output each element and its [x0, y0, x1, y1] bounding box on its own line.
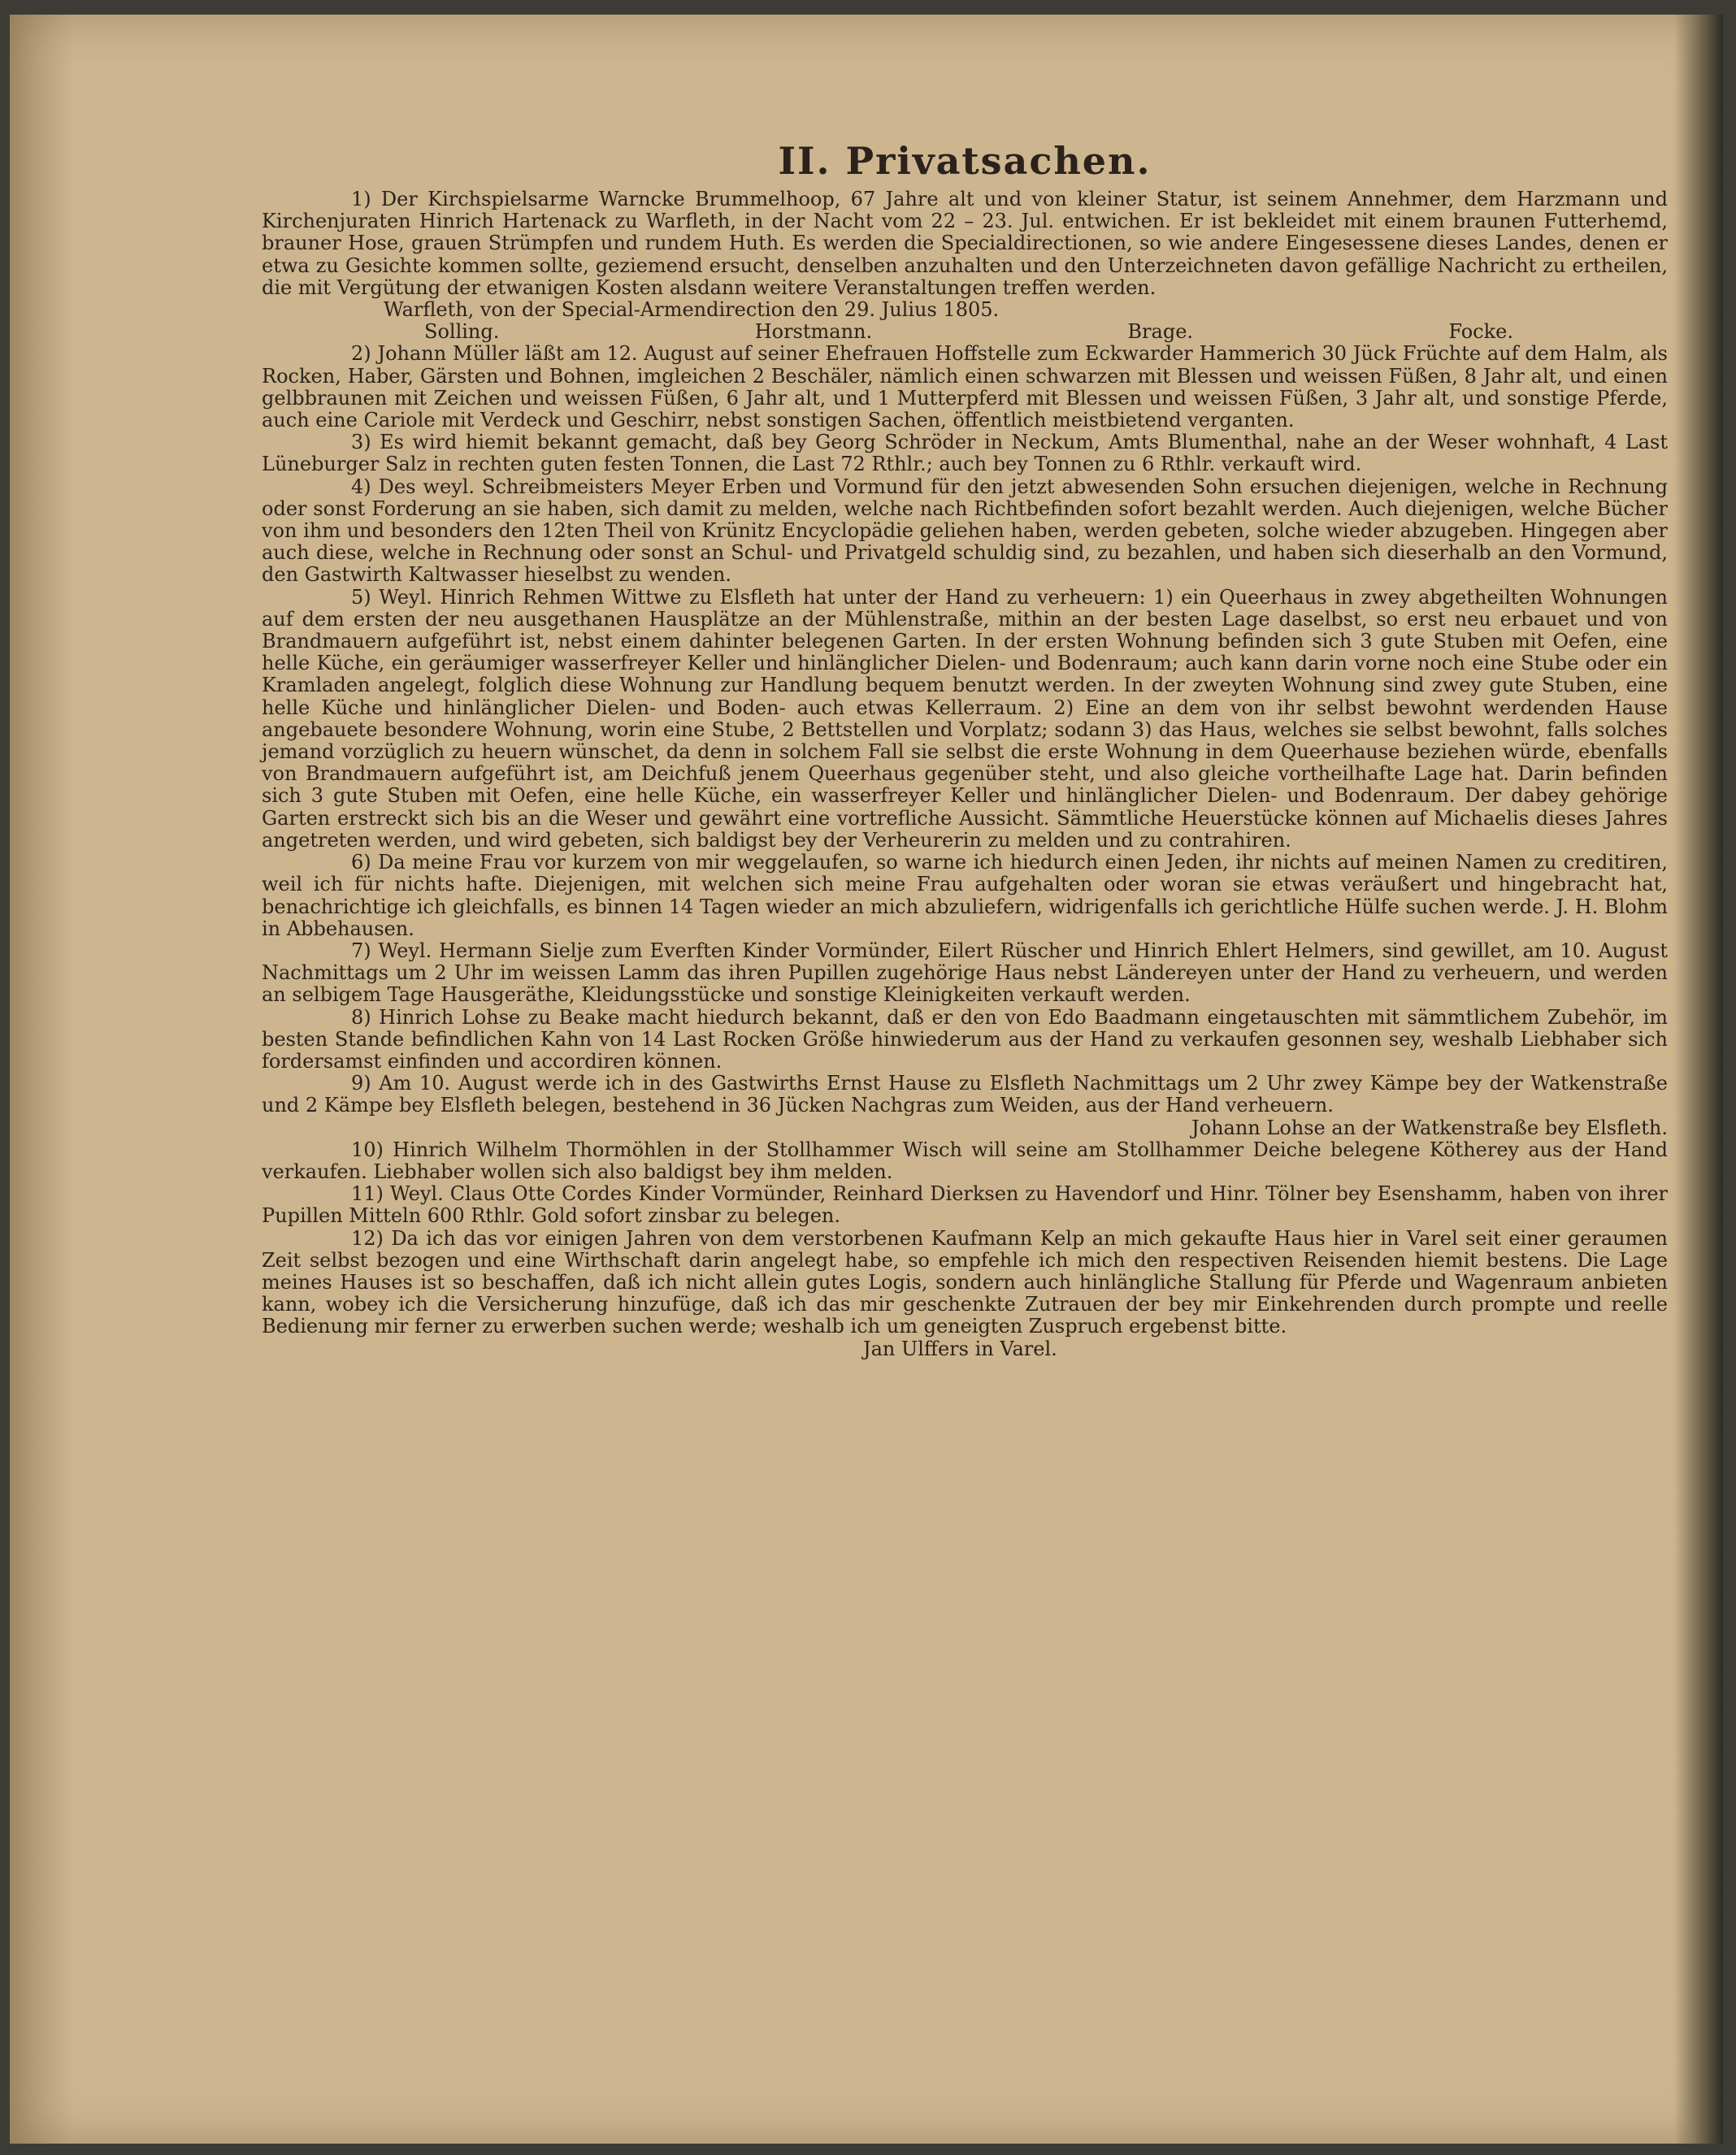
notice-2: 2) Johann Müller läßt am 12. August auf seiner Ehefrauen Hoffstelle zum Eckwarder Hammerich 30 Jück Früchte auf dem Halm, als Rocken, Haber, Gärsten und Bohnen, imgleichen 2 Beschäler, nämlich einen schwarzen mit Blessen und weissen Füßen, 8 Jahr alt, und einen gelbbraunen mit Zeichen und weissen Füßen, 6 Jahr alt, und 1 Mutterpferd mit Blessen und weissen Füßen, 3 Jahr alt, und sonstige Pferde, auch eine Cariole mit Verdeck und Geschirr, nebst sonstigen Sachen, öffentlich meistbietend verganten. [262, 342, 1668, 432]
signer: Horstmann. [754, 320, 873, 344]
signer: Solling. [424, 320, 500, 344]
notice-12-signature: Jan Ulffers in Varel. [863, 1337, 1057, 1360]
signer: Focke. [1448, 320, 1513, 344]
notice-4: 4) Des weyl. Schreibmeisters Meyer Erben und Vormund für den jetzt abwesenden Sohn ersuchen diejenigen, welche in Rechnung oder sonst Forderung an sie haben, sich damit zu melden, welche nach Richtbefinden sofort bezahlt werden. Auch diejenigen, welche Bücher von ihm und besonders den 12ten Theil von Krünitz Encyclopädie geliehen haben, werden gebeten, solche wieder abzugeben. Hingegen aber auch diese, welche in Rechnung oder sonst an Schul- und Privatgeld schuldig sind, zu bezahlen, und haben sich dieserhalb an den Vormund, den Gastwirth Kaltwasser hieselbst zu wenden. [262, 475, 1668, 587]
notice-3: 3) Es wird hiemit bekannt gemacht, daß bey Georg Schröder in Neckum, Amts Blumenthal, nahe an der Weser wohnhaft, 4 Last Lüneburger Salz in rechten guten festen Tonnen, die Last 72 Rthlr.; auch bey Tonnen zu 6 Rthlr. verkauft wird. [262, 431, 1668, 476]
notice-7: 7) Weyl. Hermann Sielje zum Everften Kinder Vormünder, Eilert Rüscher und Hinrich Ehlert Helmers, sind gewillet, am 10. August Nachmittags um 2 Uhr im weissen Lamm das ihren Pupillen zugehörige Haus nebst Ländereyen unter der Hand zu verheuern, und werden an selbigem Tage Hausgeräthe, Kleidungsstücke und sonstige Kleinigkeiten verkauft werden. [262, 939, 1668, 1007]
notice-12: 12) Da ich das vor einigen Jahren von dem verstorbenen Kaufmann Kelp an mich gekaufte Haus hier in Varel seit einer geraumen Zeit selbst bezogen und eine Wirthschaft darin angelegt habe, so empfehle ich mich den respectiven Reisenden hiemit bestens. Die Lage meines Hauses ist so beschaffen, daß ich nicht allein gutes Logis, sondern auch hinlängliche Stallung für Pferde und Wagenraum anbieten kann, wobey ich die Versicherung hinzufüge, daß ich das mir geschenkte Zutrauen der bey mir Einkehrenden durch prompte und reelle Bedienung mir ferner zu erwerben suchen werde; weshalb ich um geneigten Zuspruch ergebenst bitte. [262, 1226, 1668, 1338]
newspaper-page [10, 15, 1723, 2144]
notice-1-signers [262, 321, 1668, 343]
notice-1-place-date: Warfleth, von der Special-Armendirection den 29. Julius 1805. [384, 298, 1000, 322]
section-heading: II. Privatsachen. [778, 139, 1152, 183]
notice-11: 11) Weyl. Claus Otte Cordes Kinder Vormünder, Reinhard Dierksen zu Havendorf und Hinr. Tölner bey Esenshamm, haben von ihrer Pupillen Mitteln 600 Rthlr. Gold sofort zinsbar zu belegen. [262, 1182, 1668, 1228]
notice-1: 1) Der Kirchspielsarme Warncke Brummelhoop, 67 Jahre alt und von kleiner Statur, ist seinem Annehmer, dem Harzmann und Kirchenjuraten Hinrich Hartenack zu Warfleth, in der Nacht vom 22 – 23. Jul. entwichen. Er ist bekleidet mit einem braunen Futterhemd, brauner Hose, grauen Strümpfen und rundem Huth. Es werden die Specialdirectionen, so wie andere Eingesessene dieses Landes, denen er etwa zu Gesichte kommen sollte, geziemend ersucht, denselben anzuhalten und den Unterzeichneten davon gefällige Nachricht zu ertheilen, die mit Vergütung der etwanigen Kosten alsdann weitere Veranstaltungen treffen werden. [262, 188, 1668, 299]
signer: Brage. [1127, 320, 1194, 344]
notice-9-signature: Johann Lohse an der Watkenstraße bey Elsfleth. [1191, 1116, 1668, 1139]
page-text [262, 137, 1668, 1360]
notice-5: 5) Weyl. Hinrich Rehmen Wittwe zu Elsfleth hat unter der Hand zu verheuern: 1) ein Queerhaus in zwey abgetheilten Wohnungen auf dem ersten der neu ausgethanen Hausplätze an der Mühlenstraße, mithin an der besten Lage daselbst, so erst neu erbauet und von Brandmauern aufgeführt ist, nebst einem dahinter belegenen Garten. In der ersten Wohnung befinden sich 3 gute Stuben mit Oefen, eine helle Küche, ein geräumiger wasserfreyer Keller und hinlänglicher Dielen- und Bodenraum; auch kann darin vorne noch eine Stube oder ein Kramladen angelegt, folglich diese Wohnung zur Handlung bequem benutzt werden. In der zweyten Wohnung sind zwey gute Stuben, eine helle Küche und hinlänglicher Dielen- und Boden- auch etwas Kellerraum. 2) Eine an dem von ihr selbst bewohnt werdenden Hause angebauete besondere Wohnung, worin eine Stube, 2 Bettstellen und Vorplatz; sodann 3) das Haus, welches sie selbst bewohnt, falls solches jemand vorzüglich zu heuern wünschet, da denn in solchem Fall sie selbst die erste Wohnung in dem Queerhause beziehen würde, ebenfalls von Brandmauern aufgeführt ist, am Deichfuß jenem Queerhaus gegenüber steht, und also gleiche vortheilhafte Lage hat. Darin befinden sich 3 gute Stuben mit Oefen, eine helle Küche, ein wasserfreyer Keller und hinlänglicher Dielen- und Bodenraum. Der dabey gehörige Garten erstreckt sich bis an die Weser und gewährt eine vortrefliche Aussicht. Sämmtliche Heuerstücke können auf Michaelis dieses Jahres angetreten werden, und wird gebeten, sich baldigst bey der Verheurerin zu melden und zu contrahiren. [262, 585, 1668, 852]
notice-10: 10) Hinrich Wilhelm Thormöhlen in der Stollhammer Wisch will seine am Stollhammer Deiche belegene Kötherey aus der Hand verkaufen. Liebhaber wollen sich also baldigst bey ihm melden. [262, 1138, 1668, 1183]
notice-8: 8) Hinrich Lohse zu Beake macht hiedurch bekannt, daß er den von Edo Baadmann eingetauschten mit sämmtlichem Zubehör, im besten Stande befindlichen Kahn von 14 Last Rocken Größe hinwiederum aus der Hand zu verkaufen gesonnen sey, weshalb Liebhaber sich fordersamst einfinden und accordiren können. [262, 1005, 1668, 1073]
notice-6: 6) Da meine Frau vor kurzem von mir weggelaufen, so warne ich hiedurch einen Jeden, ihr nichts auf meinen Namen zu creditiren, weil ich für nichts hafte. Diejenigen, mit welchen sich meine Frau aufgehalten oder woran sie etwas veräußert und hingebracht hat, benachrichtige ich gleichfalls, es binnen 14 Tagen wieder an mich abzuliefern, widrigenfalls ich gerichtliche Hülfe suchen werde. J. H. Blohm in Abbehausen. [262, 851, 1668, 940]
notice-9: 9) Am 10. August werde ich in des Gastwirths Ernst Hause zu Elsfleth Nachmittags um 2 Uhr zwey Kämpe bey der Watkenstraße und 2 Kämpe bey Elsfleth belegen, bestehend in 36 Jücken Nachgras zum Weiden, aus der Hand verheuern. [262, 1072, 1668, 1117]
